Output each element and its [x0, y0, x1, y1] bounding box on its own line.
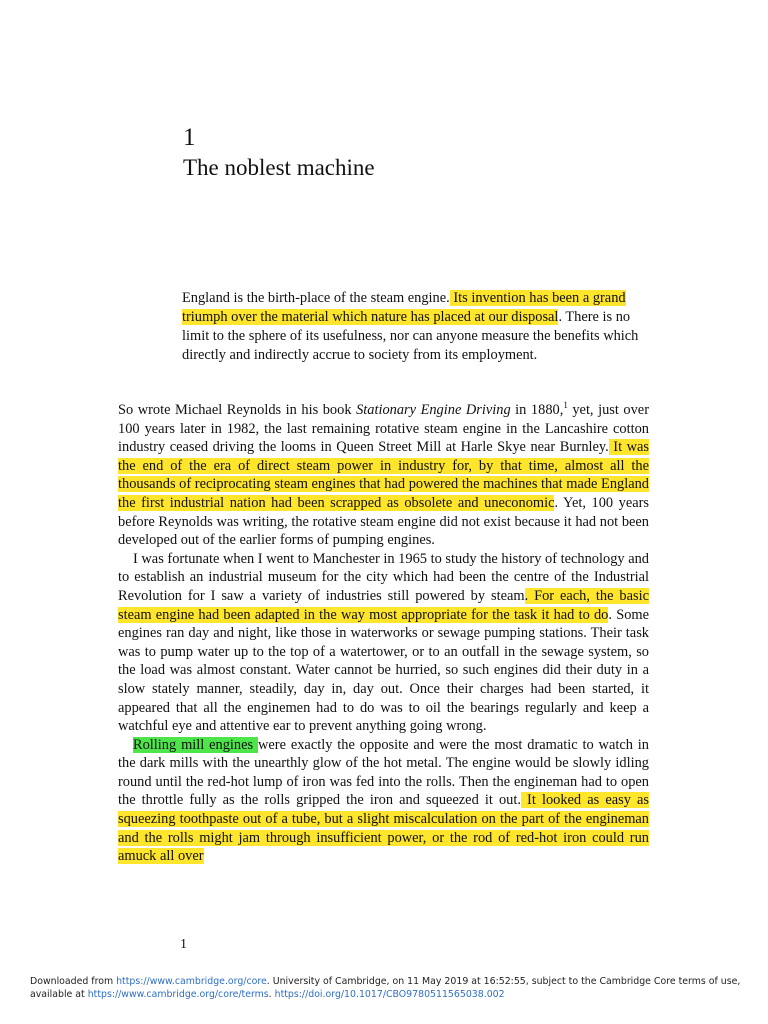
footer-text: . University of Cambridge, on 11 May 2019 at 16:52:55, subject to the Cambridge Core terms of use, available at [30, 976, 741, 1000]
epigraph-paragraph [182, 289, 649, 365]
highlight-yellow[interactable]: . For each, the basic steam engine had been adapted in the way most appropriate for the task it had to do [118, 587, 649, 623]
body-text-span: yet, just over 100 years later in 1982, the last remaining rotative steam engine in the Lancashire cotton industry ceased driving the looms in Queen Street Mill at Harle Skye near Burnley. [118, 402, 649, 456]
chapter-title: The noblest machine [183, 155, 375, 180]
footnote-mark[interactable]: 1 [563, 400, 568, 411]
highlight-yellow[interactable]: It was the end of the era of direct steam power in industry for, by that time, almost all the thousands of reciprocating steam engines that had powered the machines that made England the first industrial nation had been scrapped as obsolete and uneconomic [118, 439, 649, 511]
download-footer [30, 975, 765, 1001]
paragraph-2 [118, 550, 649, 736]
page-number: 1 [180, 937, 187, 952]
epigraph-quote [182, 289, 649, 365]
body-text-span: in 1880, [510, 402, 564, 418]
chapter-number: 1 [183, 124, 196, 151]
cambridge-core-link[interactable]: https://www.cambridge.org/core [116, 976, 267, 987]
paragraph-1 [118, 401, 649, 550]
body-text [118, 401, 649, 866]
doi-link[interactable]: https://doi.org/10.1017/CBO9780511565038.002 [274, 989, 505, 1000]
body-text-span: . Some engines ran day and night, like those in waterworks or sewage pumping stations. Their task was to pump water up to the top of a watertower, or to an outfall in the sewage system, so the load was almost constant. Water cannot be hurried, so such engines did their duty in a slow stately manner, steadily, day in, day out. Once their charges had been started, it appeared that all the enginemen had to do was to oil the bearings regularly and keep a watchful eye and attentive ear to prevent anything going wrong. [118, 606, 649, 735]
epigraph-text: England is the birth-place of the steam engine. [182, 290, 450, 306]
footer-text: . [268, 989, 275, 1000]
book-title: Stationary Engine Driving [356, 402, 511, 418]
body-text-span: I was fortunate when I went to Manchester in 1965 to study the history of technology and to establish an industrial museum for the city which had been the centre of the Industrial Revolution for I saw a variety of industries still powered by steam [118, 550, 649, 604]
paragraph-3 [118, 736, 649, 866]
highlight-yellow[interactable]: It looked as easy as squeezing toothpaste out of a tube, but a slight miscalculation on the part of the engineman and the rolls might jam through insufficient power, or the rod of red-hot iron could run amuck all over [118, 792, 649, 865]
terms-link[interactable]: https://www.cambridge.org/core/terms [87, 989, 269, 1000]
body-text-span: were exactly the opposite and were the most dramatic to watch in the dark mills with the unearthly glow of the hot metal. The engine would be slowly idling round until the red-hot lump of iron was fed into the rolls. Then the engineman had to open the throttle fully as the rolls gripped the iron and squeezed it out. [118, 736, 649, 809]
highlight-green[interactable]: Rolling mill engines [133, 736, 258, 753]
footer-text: Downloaded from [30, 976, 117, 987]
highlight-yellow[interactable]: Its invention has been a grand triumph over the material which nature has placed at our disposal [182, 290, 626, 325]
body-text-span: So wrote Michael Reynolds in his book [118, 402, 357, 418]
epigraph-text: . There is no limit to the sphere of its usefulness, nor can anyone measure the benefits which directly and indirectly accrue to society from its employment. [182, 309, 639, 363]
body-text-span: . Yet, 100 years before Reynolds was writing, the rotative steam engine did not exist because it had not been developed out of the earlier forms of pumping engines. [118, 494, 649, 549]
